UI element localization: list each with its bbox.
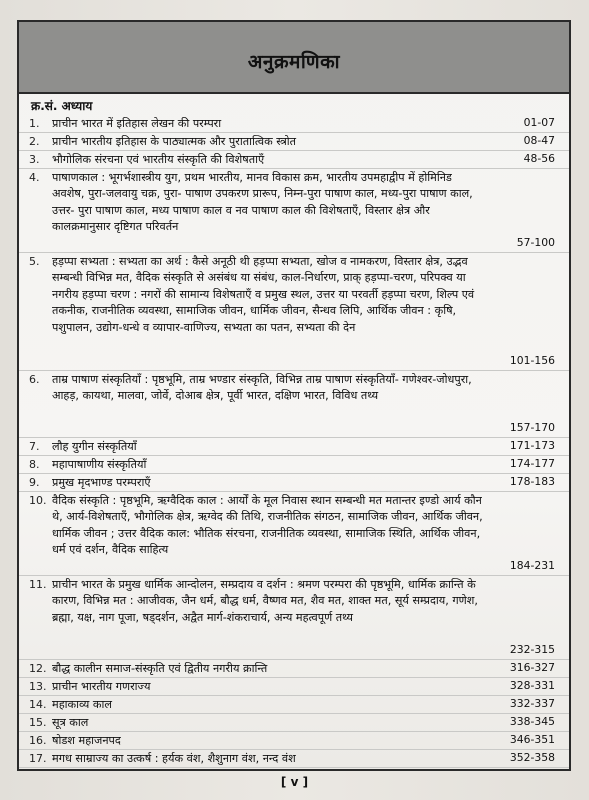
toc-entry — [19, 714, 569, 732]
toc-entry — [19, 732, 569, 750]
entry-title: भौगोलिक संरचना एवं भारतीय संस्कृति की विशेषताएँ — [52, 153, 265, 166]
entry-pages: 332-337 — [509, 697, 555, 710]
title-banner — [19, 22, 569, 94]
entry-title: ताम्र पाषाण संस्कृतियाँ : पृष्ठभूमि, ताम्र भण्डार संस्कृति, विभिन्न ताम्र पाषाण संस्कृतियाँ- गणेश्वर-जोधपुरा, आहड़, कायथा, मालवा, जोर्वे, दोआब क्षेत्र, पूर्वी भारत, दक्षिण भारत, विविध तथ्य — [52, 373, 472, 403]
toc-entry — [19, 750, 569, 768]
entry-title: प्राचीन भारतीय गणराज्य — [52, 680, 151, 693]
entry-title: लौह युगीन संस्कृतियाँ — [52, 440, 137, 453]
entry-pages: 01-07 — [523, 116, 555, 129]
entry-number: 2. — [29, 135, 40, 148]
entry-number: 9. — [29, 476, 40, 489]
toc-entry — [19, 133, 569, 151]
toc-entry — [19, 169, 569, 253]
entry-number: 12. — [29, 662, 47, 675]
column-heading: क्र.सं. अध्याय — [31, 99, 93, 113]
entry-pages: 178-183 — [509, 475, 555, 488]
entry-number: 15. — [29, 716, 47, 729]
entry-pages: 57-100 — [516, 236, 555, 249]
entry-number: 8. — [29, 458, 40, 471]
toc-entry — [19, 115, 569, 133]
entry-title: पाषाणकाल : भूगर्भशास्त्रीय युग, प्रथम भारतीय, मानव विकास क्रम, भारतीय उपमहाद्वीप में होमिनिड अवशेष, पुरा-जलवायु चक्र, पुरा- पाषाण उपकरण प्रारूप, निम्न-पुरा पाषाण काल, मध्य-पुरा पाषाण काल, उत्तर- पुरा पाषाण काल, मध्य पाषाण काल व नव पाषाण काल की विशेषताएँ, विस्तार क्षेत्र और कालक्रमानुसार दृष्टिगत परिवर्तन — [52, 171, 473, 234]
entry-number: 7. — [29, 440, 40, 453]
entry-pages: 08-47 — [523, 134, 555, 147]
entry-title: वैदिक संस्कृति : पृष्ठभूमि, ऋग्वैदिक काल : आर्यों के मूल निवास स्थान सम्बन्धी मत मतान्तर इण्डो आर्य कौन थे, आर्य-विशेषताएँ, भौगोलिक क्षेत्र, ऋग्वेद की तिथि, राजनीतिक संगठन, सामाजिक जीवन, आर्थिक जीवन, धार्मिक जीवन ; उत्तर वैदिक काल: भौतिक संरचना, राजनीतिक व्यवस्था, सामाजिक स्थिति, आर्थिक जीवन, धर्म एवं दर्शन, वैदिक साहित्य — [52, 494, 483, 557]
entry-pages: 316-327 — [509, 661, 555, 674]
toc-entry — [19, 492, 569, 576]
entry-title: प्रमुख मृदभाण्ड परम्पराएँ — [52, 476, 151, 489]
page-number: [ v ] — [280, 775, 309, 789]
toc-entry — [19, 696, 569, 714]
page-title: अनुक्रमणिका — [247, 51, 341, 73]
entry-number: 13. — [29, 680, 47, 693]
entry-number: 17. — [29, 752, 47, 765]
toc-entry — [19, 576, 569, 660]
entry-number: 14. — [29, 698, 47, 711]
contents-frame — [17, 20, 571, 771]
contents-list — [19, 115, 569, 768]
toc-entry — [19, 660, 569, 678]
entry-pages: 171-173 — [509, 439, 555, 452]
entry-pages: 157-170 — [509, 421, 555, 434]
entry-title: महाकाव्य काल — [52, 698, 112, 711]
entry-title: हड़प्पा सभ्यता : सभ्यता का अर्थ : कैसे अनूठी थी हड़प्पा सभ्यता, खोज व नामकरण, विस्तार क्षेत्र, उद्भव सम्बन्धी विभिन्न मत, वैदिक संस्कृति से असंबंध या संबंध, काल-निर्धारण, प्राक् हड़प्पा-चरण, परिपक्व या नगरीय हड़प्पा चरण : नगरों की सामान्य विशेषताएँ व प्रमुख स्थल, उत्तर या परवर्ती हड़प्पा चरण, शिल्प एवं तकनीक, राजनीतिक व्यवस्था, सामाजिक जीवन, धार्मिक जीवन, सैन्धव लिपि, आर्थिक जीवन : कृषि, पशुपालन, उद्योग-धन्धे व व्यापार-वाणिज्य, सभ्यता का पतन, सभ्यता की देन — [52, 255, 475, 334]
entry-title: मगध साम्राज्य का उत्कर्ष : हर्यक वंश, शैशुनाग वंश, नन्द वंश — [52, 752, 296, 765]
entry-number: 11. — [29, 578, 47, 591]
toc-entry — [19, 678, 569, 696]
entry-number: 5. — [29, 255, 40, 268]
entry-title: षोडश महाजनपद — [52, 734, 121, 747]
toc-entry — [19, 253, 569, 371]
entry-title: सूत्र काल — [52, 716, 89, 729]
entry-title: प्राचीन भारत के प्रमुख धार्मिक आन्दोलन, सम्प्रदाय व दर्शन : श्रमण परम्परा की पृष्ठभूमि, धार्मिक क्रान्ति के कारण, विभिन्न मत : आजीवक, जैन धर्म, बौद्ध धर्म, वैष्णव मत, शैव मत, शाक्त मत, सूर्य सम्प्रदाय, गणेश, ब्रह्मा, यक्ष, नाग पूजा, षड्दर्शन, अद्वैत मार्ग-शंकराचार्य, अन्य महत्वपूर्ण तथ्य — [52, 578, 478, 624]
toc-entry — [19, 474, 569, 492]
entry-title: प्राचीन भारत में इतिहास लेखन की परम्परा — [52, 117, 222, 130]
entry-pages: 338-345 — [509, 715, 555, 728]
entry-pages: 352-358 — [509, 751, 555, 764]
entry-pages: 184-231 — [509, 559, 555, 572]
entry-title: बौद्ध कालीन समाज-संस्कृति एवं द्वितीय नगरीय क्रान्ति — [52, 662, 268, 675]
toc-entry — [19, 151, 569, 169]
entry-number: 1. — [29, 117, 40, 130]
entry-pages: 328-331 — [509, 679, 555, 692]
entry-number: 4. — [29, 171, 40, 184]
entry-title: प्राचीन भारतीय इतिहास के पाठ्यात्मक और पुरातात्विक स्त्रोत — [52, 135, 297, 148]
toc-entry — [19, 438, 569, 456]
entry-pages: 48-56 — [523, 152, 555, 165]
entry-number: 6. — [29, 373, 40, 386]
entry-title: महापाषाणीय संस्कृतियाँ — [52, 458, 147, 471]
entry-pages: 101-156 — [509, 354, 555, 367]
entry-pages: 346-351 — [509, 733, 555, 746]
entry-number: 10. — [29, 494, 47, 507]
entry-number: 16. — [29, 734, 47, 747]
entry-pages: 174-177 — [509, 457, 555, 470]
entry-pages: 232-315 — [509, 643, 555, 656]
toc-entry — [19, 456, 569, 474]
toc-entry — [19, 371, 569, 438]
entry-number: 3. — [29, 153, 40, 166]
